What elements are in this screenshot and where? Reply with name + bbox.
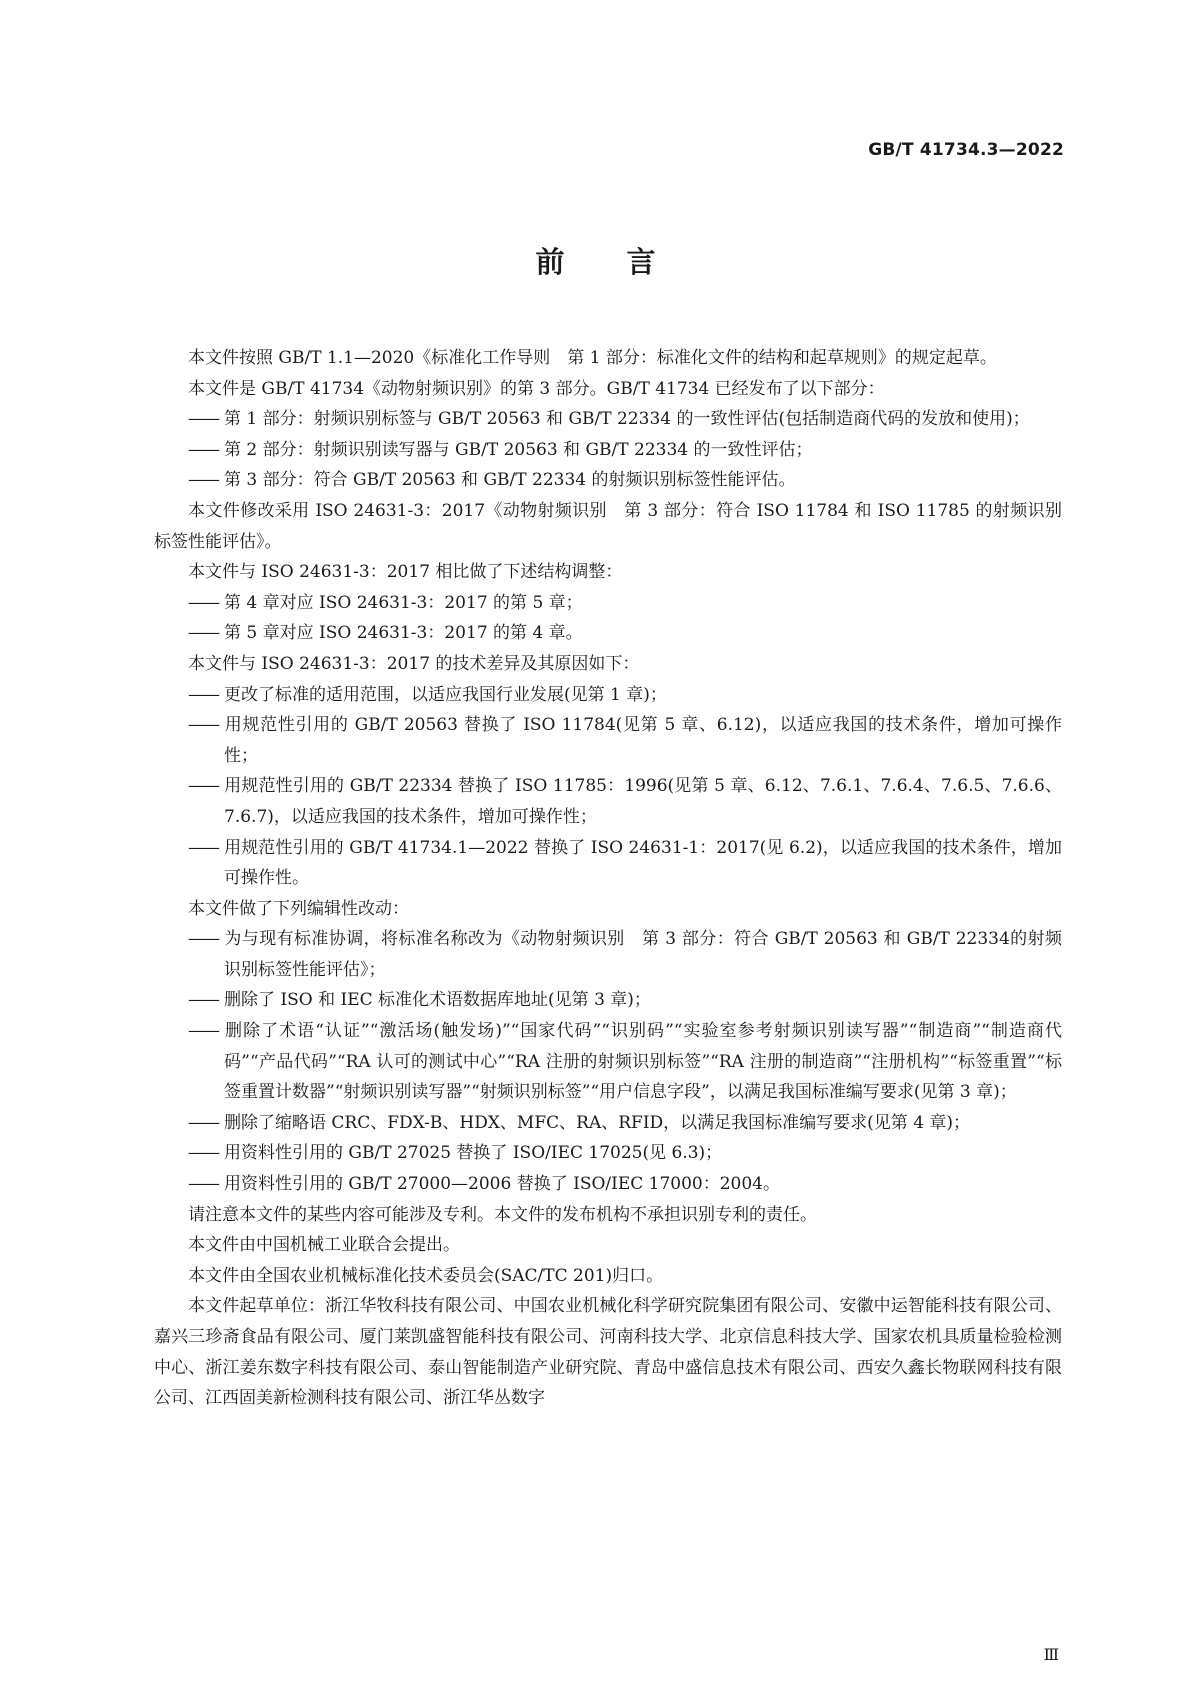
paragraph: 本文件与 ISO 24631-3：2017 的技术差异及其原因如下： xyxy=(188,653,640,674)
list-dash: —— xyxy=(188,1021,218,1042)
list-item-text: 删除了术语“认证”“激活场(触发场)”“国家代码”“识别码”“实验室参考射频识别读写器”“制造商”“制造商代码”“产品代码”“RA 认可的测试中心”“RA 注册的射频识别标签”“RA 注册的制造商”“注册机构”“标签重置”“标签重置计数器”“射频识别读写器”“射频识别标签”“用户信息字段”，以满足我国标准编写要求(见第 3 章)； xyxy=(224,1021,1062,1103)
list-item-text: 更改了标准的适用范围，以适应我国行业发展(见第 1 章)； xyxy=(224,684,667,705)
list-dash: —— xyxy=(188,592,218,613)
list-dash: —— xyxy=(188,684,218,705)
list-dash: —— xyxy=(188,1112,218,1133)
list-item-text: 删除了 ISO 和 IEC 标准化术语数据库地址(见第 3 章)； xyxy=(224,990,651,1011)
list-dash: —— xyxy=(188,990,218,1011)
list-dash: —— xyxy=(188,1174,218,1195)
list-item xyxy=(154,985,1062,1016)
list-item xyxy=(154,833,1062,894)
paragraph: 本文件按照 GB/T 1.1—2020《标准化工作导则 第 1 部分：标准化文件的结构和起草规则》的规定起草。 xyxy=(188,348,997,368)
list-item xyxy=(154,924,1062,985)
page-title: 前言 xyxy=(535,245,718,279)
list-item xyxy=(154,1016,1062,1108)
list-item-text: 第 5 章对应 ISO 24631-3：2017 的第 4 章。 xyxy=(224,623,583,644)
list-dash: —— xyxy=(188,776,218,797)
page-number: Ⅲ xyxy=(1043,1645,1059,1664)
list-item xyxy=(154,465,1062,496)
list-item xyxy=(154,1169,1062,1200)
list-item-text: 第 2 部分：射频识别读写器与 GB/T 20563 和 GB/T 22334 的一致性评估； xyxy=(224,439,813,460)
list-dash: —— xyxy=(188,439,218,460)
list-dash: —— xyxy=(188,1143,218,1164)
list-item xyxy=(154,1108,1062,1139)
list-item xyxy=(154,710,1062,771)
document-body xyxy=(154,343,1062,1414)
list-dash: —— xyxy=(188,470,218,491)
paragraph: 本文件起草单位：浙江华牧科技有限公司、中国农业机械化科学研究院集团有限公司、安徽中运智能科技有限公司、嘉兴三珍斋食品有限公司、厦门莱凯盛智能科技有限公司、河南科技大学、北京信息科技大学、国家农机具质量检验检测中心、浙江姜东数字科技有限公司、泰山智能制造产业研究院、青岛中盛信息技术有限公司、西安久鑫长物联网科技有限公司、江西固美新检测科技有限公司、浙江华丛数字 xyxy=(154,1296,1062,1409)
paragraph: 本文件做了下列编辑性改动： xyxy=(188,898,409,919)
list-item-text: 用规范性引用的 GB/T 22334 替换了 ISO 11785：1996(见第 5 章、6.12、7.6.1、7.6.4、7.6.5、7.6.6、7.6.7)，以适应我国的技术条件，增加可操作性； xyxy=(224,776,1062,827)
list-item-text: 用资料性引用的 GB/T 27000—2006 替换了 ISO/IEC 17000：2004。 xyxy=(224,1174,781,1195)
list-dash: —— xyxy=(188,715,218,736)
paragraph: 本文件修改采用 ISO 24631-3：2017《动物射频识别 第 3 部分：符合 ISO 11784 和 ISO 11785 的射频识别标签性能评估》。 xyxy=(154,500,1062,552)
paragraph: 本文件由全国农业机械标准化技术委员会(SAC/TC 201)归口。 xyxy=(188,1265,664,1286)
foreword-paragraphs xyxy=(154,343,1062,1414)
paragraph: 本文件是 GB/T 41734《动物射频识别》的第 3 部分。GB/T 41734 已经发布了以下部分： xyxy=(188,378,885,399)
paragraph: 本文件与 ISO 24631-3：2017 相比做了下述结构调整： xyxy=(188,562,623,583)
list-item xyxy=(154,1138,1062,1169)
list-item-text: 第 1 部分：射频识别标签与 GB/T 20563 和 GB/T 22334 的一致性评估(包括制造商代码的发放和使用)； xyxy=(224,409,1030,430)
list-dash: —— xyxy=(188,623,218,644)
list-dash: —— xyxy=(188,929,218,950)
list-item-text: 用规范性引用的 GB/T 20563 替换了 ISO 11784(见第 5 章、6.12)，以适应我国的技术条件，增加可操作性； xyxy=(224,715,1062,766)
list-item xyxy=(154,404,1062,435)
list-item-text: 第 4 章对应 ISO 24631-3：2017 的第 5 章； xyxy=(224,592,583,613)
list-item-text: 第 3 部分：符合 GB/T 20563 和 GB/T 22334 的射频识别标签性能评估。 xyxy=(224,470,796,491)
list-item-text: 用资料性引用的 GB/T 27025 替换了 ISO/IEC 17025(见 6.3)； xyxy=(224,1143,723,1164)
list-dash: —— xyxy=(188,837,218,858)
paragraph: 本文件由中国机械工业联合会提出。 xyxy=(188,1235,460,1256)
paragraph: 请注意本文件的某些内容可能涉及专利。本文件的发布机构不承担识别专利的责任。 xyxy=(188,1204,817,1225)
list-item xyxy=(154,435,1062,466)
list-item xyxy=(154,680,1062,711)
list-item xyxy=(154,618,1062,649)
list-item xyxy=(154,588,1062,619)
list-item-text: 删除了缩略语 CRC、FDX-B、HDX、MFC、RA、RFID，以满足我国标准编写要求(见第 4 章)； xyxy=(224,1112,971,1133)
list-dash: —— xyxy=(188,409,218,430)
standard-number: GB/T 41734.3—2022 xyxy=(868,140,1064,160)
list-item xyxy=(154,771,1062,832)
list-item-text: 为与现有标准协调，将标准名称改为《动物射频识别 第 3 部分：符合 GB/T 20563 和 GB/T 22334的射频识别标签性能评估》； xyxy=(224,929,1062,980)
list-item-text: 用规范性引用的 GB/T 41734.1—2022 替换了 ISO 24631-1：2017(见 6.2)，以适应我国的技术条件，增加可操作性。 xyxy=(224,837,1062,889)
